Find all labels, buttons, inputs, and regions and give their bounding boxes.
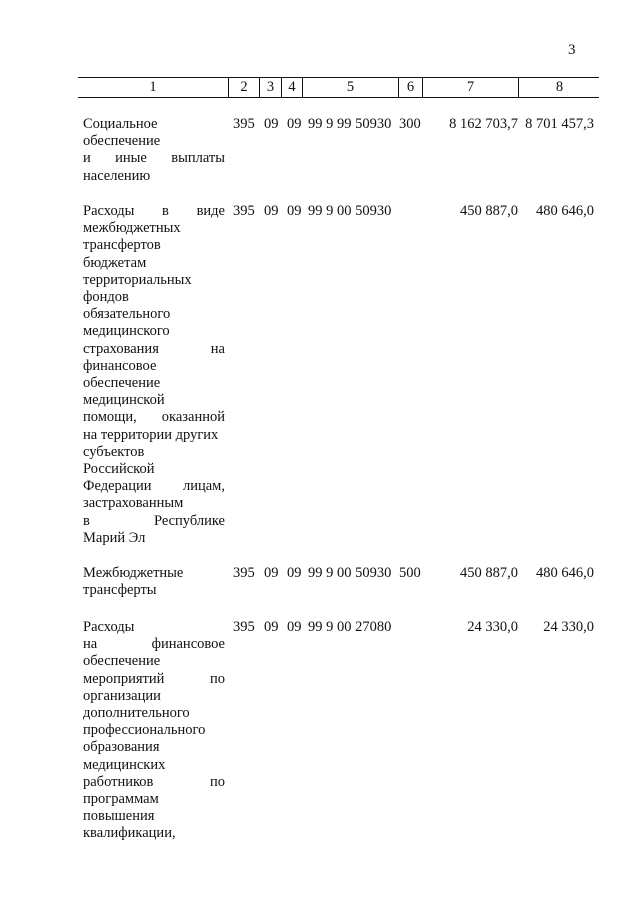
description-line: фондов — [83, 289, 129, 306]
amount-year-1: 450 887,0 — [460, 203, 518, 219]
code-admin: 395 — [233, 203, 255, 219]
description-line: на территории других — [83, 426, 219, 443]
header-col-5: 5 — [302, 78, 398, 97]
code-section: 09 — [264, 565, 279, 581]
code-subsection: 09 — [287, 619, 302, 635]
code-target: 99 9 00 50930 — [308, 565, 392, 581]
code-section: 09 — [264, 619, 279, 635]
code-expense-type: 300 — [399, 116, 421, 132]
description-line: трансферты — [83, 582, 157, 599]
description-line: страхования на — [83, 340, 225, 357]
code-target: 99 9 00 27080 — [308, 619, 392, 635]
description-line: помощи, оказанной — [83, 409, 225, 426]
header-col-7: 7 — [422, 78, 518, 97]
description-line: медицинских — [83, 756, 166, 773]
description-line: Социальное — [83, 116, 158, 132]
description-line: медицинской — [83, 392, 165, 409]
row-description — [83, 116, 225, 185]
description-line: на финансовое — [83, 636, 225, 653]
row-description — [83, 565, 225, 599]
description-line: Расходы в виде — [83, 203, 225, 219]
header-col-8: 8 — [518, 78, 600, 97]
description-line: Федерации лицам, — [83, 478, 225, 495]
row-description — [83, 203, 225, 547]
code-subsection: 09 — [287, 203, 302, 219]
description-line: организации — [83, 687, 161, 704]
amount-year-2: 8 701 457,3 — [525, 116, 594, 132]
amount-year-1: 8 162 703,7 — [449, 116, 518, 132]
description-line: субъектов — [83, 443, 145, 460]
header-col-2: 2 — [228, 78, 259, 97]
description-line: обязательного — [83, 306, 171, 323]
description-line: образования — [83, 739, 160, 756]
description-line: Марий Эл — [83, 529, 146, 546]
header-col-3: 3 — [259, 78, 281, 97]
description-line: финансовое — [83, 357, 157, 374]
code-admin: 395 — [233, 116, 255, 132]
description-line: бюджетам — [83, 254, 147, 271]
table-header — [78, 77, 599, 98]
description-line: дополнительного — [83, 705, 190, 722]
description-line: медицинского — [83, 323, 170, 340]
description-line: квалификации, — [83, 825, 176, 842]
description-line: трансфертов — [83, 237, 161, 254]
description-line: населению — [83, 167, 151, 184]
header-col-1: 1 — [149, 79, 157, 95]
code-subsection: 09 — [287, 116, 302, 132]
code-section: 09 — [264, 203, 279, 219]
description-line: обеспечение — [83, 375, 161, 392]
description-line: Межбюджетные — [83, 565, 184, 581]
code-expense-type: 500 — [399, 565, 421, 581]
amount-year-2: 480 646,0 — [536, 565, 594, 581]
description-line: территориальных — [83, 271, 192, 288]
description-line: застрахованным — [83, 495, 184, 512]
header-col-4: 4 — [281, 78, 302, 97]
description-line: обеспечение — [83, 133, 161, 150]
code-target: 99 9 00 50930 — [308, 203, 392, 219]
description-line: Расходы — [83, 619, 135, 635]
description-line: повышения — [83, 808, 155, 825]
description-line: мероприятий по — [83, 670, 225, 687]
code-section: 09 — [264, 116, 279, 132]
code-admin: 395 — [233, 565, 255, 581]
row-description — [83, 619, 225, 843]
code-subsection: 09 — [287, 565, 302, 581]
amount-year-2: 24 330,0 — [543, 619, 594, 635]
description-line: в Республике — [83, 512, 225, 529]
description-line: работников по — [83, 773, 225, 790]
amount-year-1: 450 887,0 — [460, 565, 518, 581]
description-line: межбюджетных — [83, 220, 181, 237]
description-line: обеспечение — [83, 653, 161, 670]
header-col-6: 6 — [398, 78, 422, 97]
code-admin: 395 — [233, 619, 255, 635]
description-line: программам — [83, 791, 159, 808]
amount-year-2: 480 646,0 — [536, 203, 594, 219]
amount-year-1: 24 330,0 — [467, 619, 518, 635]
description-line: профессионального — [83, 722, 206, 739]
description-line: Российской — [83, 461, 155, 478]
description-line: и иные выплаты — [83, 150, 225, 167]
code-target: 99 9 99 50930 — [308, 116, 392, 132]
page-number: 3 — [568, 42, 576, 58]
